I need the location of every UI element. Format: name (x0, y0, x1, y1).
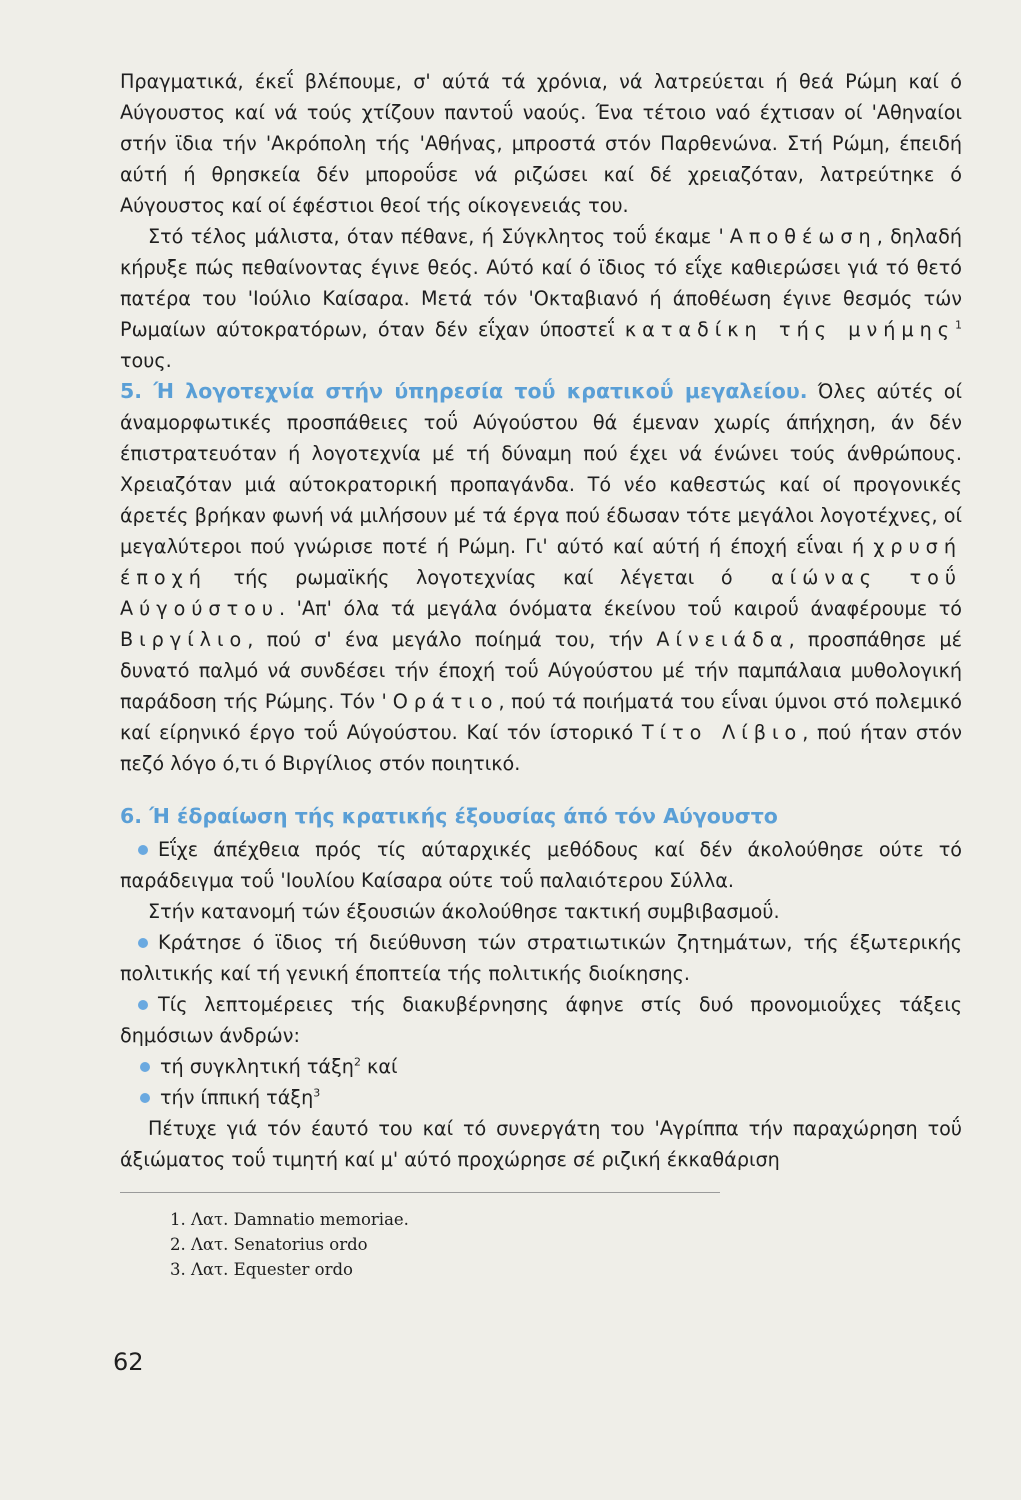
bullet-icon (140, 1062, 150, 1072)
spaced-term-virgil: Βιργίλιο (120, 628, 248, 651)
paragraph-1: Πραγματικά, έκεΐ βλέπουμε, σ' αύτά τά χρόνια, νά λατρεύεται ή θεά Ρώμη καί ό Αύγουστος καί νά τούς χτίζουν παντοΰ ναούς. Ένα τέτοιο ναό έχτισαν οί 'Αθηναίοι στήν ϊδια τήν 'Ακρόπολη τής 'Αθήνας, μπροστά στόν Παρθενώνα. Στή Ρώμη, έπειδή αύτή ή θρησκεία δέν μποροΰσε νά ριζώσει καί δέ χρειαζόταν, λατρεύτηκε ό Αύγουστος καί οί έφέστιοι θεοί τής οίκογενειάς του. (120, 70, 962, 217)
footnote-ref-1: 1 (955, 318, 962, 332)
spaced-term-apotheosis: 'Αποθέωση (718, 225, 877, 248)
footnotes (120, 1192, 720, 1282)
footnote-ref-3: 3 (313, 1086, 321, 1100)
list-item-text: τήν ίππική τάξη (160, 1086, 314, 1109)
spaced-term-aeneid: Αίνειάδα (656, 628, 789, 651)
list-item-equestrian (120, 1082, 962, 1113)
spaced-term-augustan-age: ό αίώνας τοΰ Αύγούστου (120, 566, 963, 620)
section-5-text: , προσπάθησε μέ δυνατό παλμό νά συνδέσει τήν έποχή τοΰ Αύγούστου μέ τήν παμπάλαια μυθολογική παράδοση τής Ρώμης. Τόν (120, 628, 963, 713)
paragraph-2-text: Στό τέλος μάλιστα, όταν πέθανε, ή Σύγκλητος τοΰ έκαμε (148, 225, 719, 248)
footnote-ref-2: 2 (353, 1055, 361, 1069)
section-6-heading: 6. Ή έδραίωση τής κρατικής έξουσίας άπό τόν Αύγουστο (120, 804, 778, 828)
bullet-1-text: Εΐχε άπέχθεια πρός τίς αύταρχικές μεθόδους καί δέν άκολούθησε ούτε τό παράδειγμα τοΰ 'Ιουλίου Καίσαρα ούτε τοΰ παλαιότερου Σύλλα. (120, 838, 962, 892)
bullet-icon (140, 1093, 150, 1103)
bullet-2-text: Κράτησε ό ϊδιος τή διεύθυνση τών στρατιωτικών ζητημάτων, τής έξωτερικής πολιτικής καί τή γενική έποπτεία τής πολιτικής διοίκησης. (120, 931, 962, 985)
section-5-text: , πού σ' ένα μεγάλο ποίημά του, τήν (247, 628, 657, 651)
spaced-term-damnatio: καταδίκη τής μνήμης (624, 318, 955, 341)
footnote-2: 2. Λατ. Senatorius ordo (170, 1235, 368, 1254)
section-5-text: τής ρωμαϊκής λογοτεχνίας καί λέγεται (206, 566, 721, 589)
footnote-3: 3. Λατ. Equester ordo (170, 1260, 353, 1279)
bullet-paragraph-3 (120, 989, 962, 1051)
paragraph-2-text: τους. (120, 349, 172, 372)
closing-paragraph: Πέτυχε γιά τόν έαυτό του καί τό συνεργάτη του 'Αγρίππα τήν παραχώρηση τοΰ άξιώματος τοΰ τιμητή καί μ' αύτό προχώρησε σέ ριζική έκκαθάριση (120, 1117, 962, 1171)
section-5-text: , πού τά ποιήματά του εΐναι ύμνοι στό πολεμικό καί είρηνικό έργο τοΰ Αύγούστου. Καί τόν ίστορικό (120, 690, 962, 744)
section-5-text: , πού ήταν στόν πεζό λόγο ό,τι ό Βιργίλιος στόν ποιητικό. (120, 721, 962, 775)
spaced-term-livy: Τίτο Λίβιο (641, 721, 803, 744)
footnote-1: 1. Λατ. Damnatio memoriae. (170, 1210, 409, 1229)
section-5-heading: 5. Ή λογοτεχνία στήν ύπηρεσία τοΰ κρατικοΰ μεγαλείου. (120, 379, 808, 403)
bullet-icon (138, 845, 148, 855)
section-5-paragraph (120, 376, 962, 779)
bullet-3-text: Τίς λεπτομέρειες τής διακυβέρνησης άφηνε στίς δυό προνομιοΰχες τάξεις δημόσιων άνδρών: (120, 993, 962, 1047)
main-text (120, 66, 962, 1175)
bullet-paragraph-2 (120, 927, 962, 989)
bullet-icon (138, 938, 148, 948)
spaced-term-golden-age: χρυσή έποχή (120, 535, 962, 589)
list-item-text: καί (360, 1055, 398, 1078)
bullet-1-continuation: Στήν κατανομή τών έξουσιών άκολούθησε τακτική συμβιβασμοΰ. (148, 900, 780, 923)
list-item-senatorial (120, 1051, 962, 1082)
paragraph-2 (120, 221, 962, 376)
section-5-text: . 'Απ' όλα τά μεγάλα όνόματα έκείνου τοΰ καιροΰ άναφέρουμε τό (278, 597, 962, 620)
bullet-paragraph-1 (120, 834, 962, 896)
paragraph-2-text: , δηλαδή κήρυξε πώς πεθαίνοντας έγινε θεός. Αύτό καί ό ϊδιος τό εΐχε καθιερώσει γιά τό θετό πατέρα του 'Ιούλιο Καίσαρα. Μετά τόν 'Οκταβιανό ή άποθέωση έγινε θεσμός τών Ρωμαίων αύτοκρατόρων, όταν δέν εΐχαν ύποστεΐ (120, 225, 962, 341)
page-number: 62 (113, 1348, 144, 1376)
spaced-term-horace: 'Οράτιο (381, 690, 499, 713)
section-5-text: Όλες αύτές οί άναμορφωτικές προσπάθειες τοΰ Αύγούστου θά έμεναν χωρίς άπήχηση, άν δέν έπιστρατευόταν ή λογοτεχνία μέ τή δύναμη πού έχει νά ένώνει τούς άνθρώπους. Χρειαζόταν μιά αύτοκρατορική προπαγάνδα. Τό νέο καθεστώς καί οί προγονικές άρετές βρήκαν φωνή νά μιλήσουν μέ τά έργα πού έδωσαν τότε μεγάλοι λογοτέχνες, οί μεγαλύτεροι πού γνώρισε ποτέ ή Ρώμη. Γι' αύτό καί αύτή ή έποχή εΐναι ή (120, 380, 963, 558)
bullet-icon (138, 1000, 148, 1010)
list-item-text: τή συγκλητική τάξη (160, 1055, 354, 1078)
